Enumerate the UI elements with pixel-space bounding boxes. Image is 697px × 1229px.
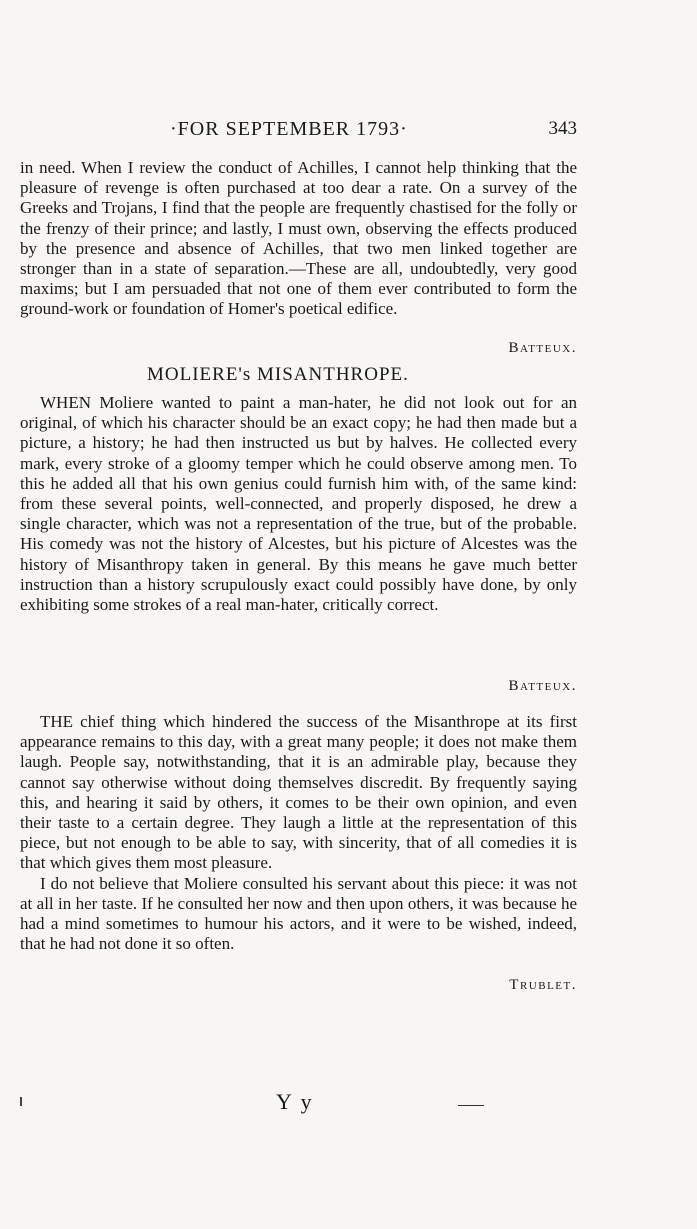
misanthrope-paragraph: WHEN Moliere wanted to paint a man-hater, he did not look out for an original, of which his character should be an exact copy; he had then made but a picture, a history; he had then instructed us but by halves. He collected every mark, every stroke of a gloomy temper which he could observe among men. To this he added all that his own genius could furnish him with, of the same kind: from these several points, well-connected, and properly disposed, he drew a single character, which was not a representation of the true, but of the probable. His comedy was not the history of Alcestes, but his picture of Alcestes was the history of Misanthropy taken in general. By this means he gave much better instruction than a history scrupulously exact could possibly have done, by only exhibiting some strokes of a real man-hater, critically correct. (20, 393, 577, 615)
margin-mark (20, 1097, 22, 1106)
batteux-signature-1: Batteux. (508, 340, 577, 356)
trublet-paragraphs-block (20, 712, 577, 954)
homer-paragraph-block (20, 158, 577, 320)
trublet-paragraph-2: I do not believe that Moliere consulted his servant about this piece: it was not at all in her taste. If he consulted her now and then upon others, it was because he had a mind sometimes to humour his actors, and it were to be wished, indeed, that he had not done it so often. (20, 873, 577, 954)
misanthrope-paragraph-block (20, 393, 577, 615)
homer-paragraph: in need. When I review the conduct of Achilles, I cannot help thinking that the pleasure of revenge is often purchased at too dear a rate. On a survey of the Greeks and Trojans, I find that the people are frequently chastised for the folly or the frenzy of their prince; and lastly, I must own, observing the effects produced by the presence and absence of Achilles, that two men linked together are stronger than in a state of separation.—These are all, undoubtedly, very good maxims; but I am persuaded that not one of them ever contributed to form the ground-work or foundation of Homer's poetical edifice. (20, 158, 577, 319)
running-title: ·FOR SEPTEMBER 1793· (170, 118, 408, 140)
trublet-paragraph-1: THE chief thing which hindered the success of the Misanthrope at its first appearance remains to this day, with a great many people; it does not make them laugh. People say, notwithstanding, that it is an admirable play, because they cannot say otherwise without doing themselves discredit. By frequently saying this, and hearing it said by others, it comes to be their own opinion, and even their taste to a certain degree. They laugh a little at the representation of this piece, but not enough to be able to say, with sincerity, that of all comedies it is that which gives them most pleasure. (20, 712, 577, 873)
signature-mark: Y y (276, 1089, 314, 1114)
footer-dash (458, 1105, 484, 1106)
trublet-signature: Trublet. (509, 977, 577, 993)
misanthrope-heading: MOLIERE's MISANTHROPE. (147, 364, 409, 385)
page-number: 343 (548, 118, 577, 139)
batteux-signature-2: Batteux. (508, 678, 577, 694)
running-head (20, 118, 577, 148)
